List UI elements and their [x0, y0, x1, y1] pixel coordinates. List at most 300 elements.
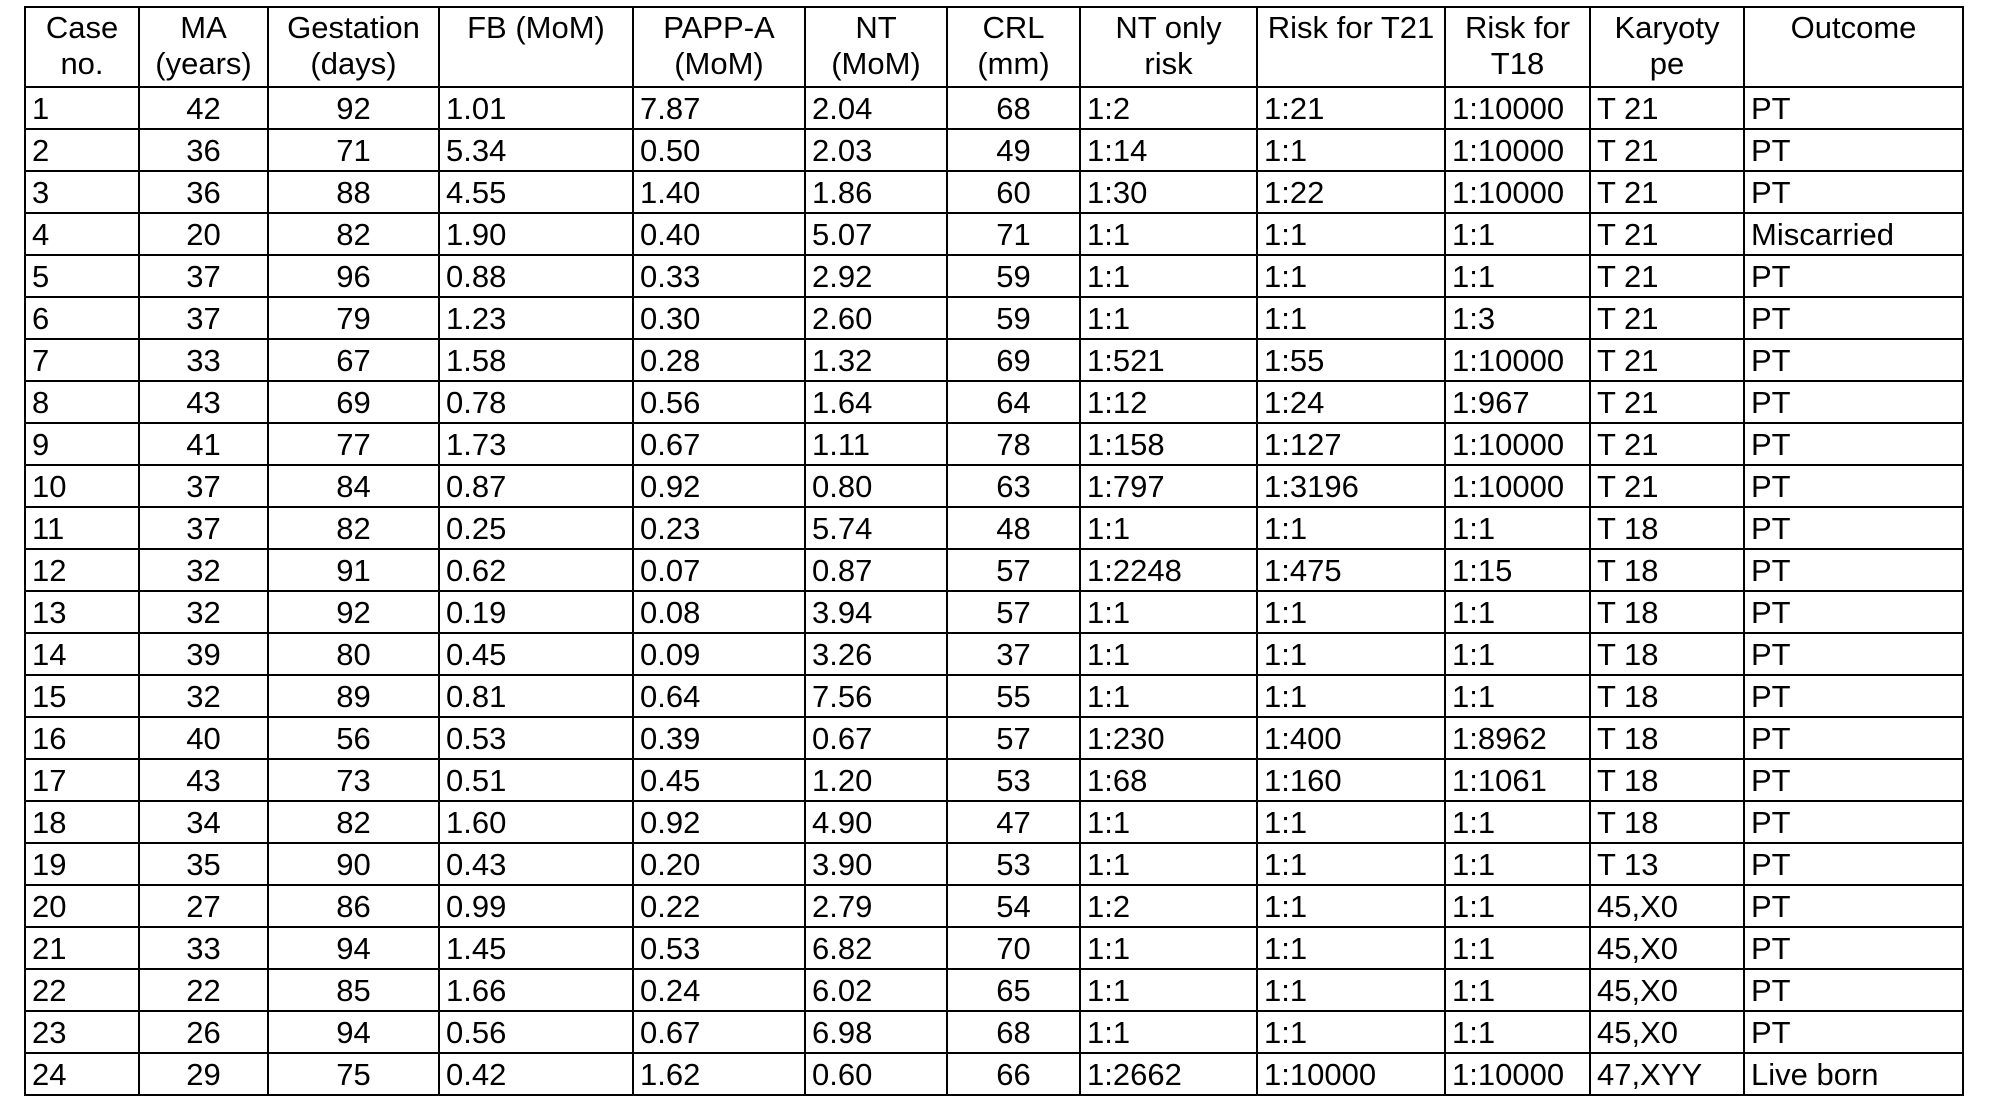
- cell-nt-only-risk: 1:2662: [1080, 1053, 1257, 1095]
- cell-ma: 32: [139, 675, 268, 717]
- cell-gestation: 88: [268, 171, 439, 213]
- cell-risk-t18: 1:10000: [1445, 87, 1590, 129]
- cell-outcome: PT: [1744, 423, 1963, 465]
- cell-karyotype: T 21: [1590, 423, 1744, 465]
- cell-risk-t18: 1:1: [1445, 507, 1590, 549]
- cell-nt: 1.20: [805, 759, 947, 801]
- table-row: [25, 423, 1963, 465]
- table-row: [25, 1053, 1963, 1095]
- cell-nt-only-risk: 1:1: [1080, 675, 1257, 717]
- header-papp-a: PAPP-A (MoM): [633, 7, 805, 87]
- cell-risk-t18: 1:10000: [1445, 171, 1590, 213]
- cell-gestation: 82: [268, 801, 439, 843]
- cell-nt: 2.03: [805, 129, 947, 171]
- cell-risk-t21: 1:400: [1257, 717, 1445, 759]
- header-nt: NT (MoM): [805, 7, 947, 87]
- cell-risk-t21: 1:1: [1257, 591, 1445, 633]
- cell-nt: 6.98: [805, 1011, 947, 1053]
- cell-outcome: PT: [1744, 843, 1963, 885]
- screening-results-table: [24, 6, 1964, 1096]
- cell-risk-t21: 1:24: [1257, 381, 1445, 423]
- cell-case-no: 24: [25, 1053, 139, 1095]
- cell-risk-t21: 1:10000: [1257, 1053, 1445, 1095]
- cell-crl: 68: [947, 1011, 1080, 1053]
- cell-karyotype: T 21: [1590, 255, 1744, 297]
- cell-case-no: 3: [25, 171, 139, 213]
- cell-case-no: 5: [25, 255, 139, 297]
- cell-nt: 3.94: [805, 591, 947, 633]
- cell-ma: 37: [139, 465, 268, 507]
- cell-risk-t21: 1:3196: [1257, 465, 1445, 507]
- cell-crl: 53: [947, 843, 1080, 885]
- cell-risk-t18: 1:967: [1445, 381, 1590, 423]
- cell-risk-t21: 1:475: [1257, 549, 1445, 591]
- cell-risk-t21: 1:1: [1257, 255, 1445, 297]
- cell-nt-only-risk: 1:12: [1080, 381, 1257, 423]
- cell-fb: 0.53: [439, 717, 633, 759]
- header-nt-only-risk: NT only risk: [1080, 7, 1257, 87]
- cell-gestation: 73: [268, 759, 439, 801]
- cell-nt: 5.74: [805, 507, 947, 549]
- cell-fb: 0.43: [439, 843, 633, 885]
- cell-outcome: PT: [1744, 297, 1963, 339]
- cell-case-no: 9: [25, 423, 139, 465]
- cell-nt-only-risk: 1:230: [1080, 717, 1257, 759]
- cell-crl: 57: [947, 717, 1080, 759]
- header-risk-t18: Risk for T18: [1445, 7, 1590, 87]
- table-row: [25, 1011, 1963, 1053]
- cell-papp-a: 0.33: [633, 255, 805, 297]
- cell-nt: 0.60: [805, 1053, 947, 1095]
- cell-nt-only-risk: 1:1: [1080, 927, 1257, 969]
- cell-ma: 26: [139, 1011, 268, 1053]
- cell-crl: 70: [947, 927, 1080, 969]
- cell-nt: 0.87: [805, 549, 947, 591]
- header-risk-t21: Risk for T21: [1257, 7, 1445, 87]
- cell-gestation: 94: [268, 1011, 439, 1053]
- cell-fb: 1.73: [439, 423, 633, 465]
- cell-karyotype: T 18: [1590, 591, 1744, 633]
- cell-risk-t18: 1:10000: [1445, 339, 1590, 381]
- cell-karyotype: 45,X0: [1590, 1011, 1744, 1053]
- table-row: [25, 591, 1963, 633]
- cell-karyotype: T 13: [1590, 843, 1744, 885]
- cell-outcome: PT: [1744, 591, 1963, 633]
- header-ma: MA (years): [139, 7, 268, 87]
- cell-fb: 0.87: [439, 465, 633, 507]
- cell-risk-t18: 1:10000: [1445, 129, 1590, 171]
- table-row: [25, 927, 1963, 969]
- cell-outcome: PT: [1744, 255, 1963, 297]
- cell-case-no: 14: [25, 633, 139, 675]
- cell-case-no: 10: [25, 465, 139, 507]
- cell-karyotype: T 21: [1590, 339, 1744, 381]
- cell-papp-a: 0.08: [633, 591, 805, 633]
- cell-fb: 1.90: [439, 213, 633, 255]
- cell-crl: 37: [947, 633, 1080, 675]
- cell-fb: 0.25: [439, 507, 633, 549]
- cell-karyotype: T 21: [1590, 381, 1744, 423]
- cell-outcome: PT: [1744, 381, 1963, 423]
- cell-nt: 1.86: [805, 171, 947, 213]
- cell-nt: 6.02: [805, 969, 947, 1011]
- cell-nt-only-risk: 1:521: [1080, 339, 1257, 381]
- cell-nt-only-risk: 1:14: [1080, 129, 1257, 171]
- cell-risk-t21: 1:1: [1257, 843, 1445, 885]
- cell-fb: 0.51: [439, 759, 633, 801]
- cell-nt: 0.80: [805, 465, 947, 507]
- cell-outcome: PT: [1744, 129, 1963, 171]
- cell-fb: 0.62: [439, 549, 633, 591]
- cell-papp-a: 0.24: [633, 969, 805, 1011]
- cell-risk-t18: 1:1: [1445, 591, 1590, 633]
- table-row: [25, 549, 1963, 591]
- cell-papp-a: 1.62: [633, 1053, 805, 1095]
- cell-ma: 27: [139, 885, 268, 927]
- table-row: [25, 297, 1963, 339]
- cell-fb: 4.55: [439, 171, 633, 213]
- cell-crl: 78: [947, 423, 1080, 465]
- cell-risk-t21: 1:1: [1257, 633, 1445, 675]
- header-karyotype: Karyoty pe: [1590, 7, 1744, 87]
- cell-ma: 41: [139, 423, 268, 465]
- cell-case-no: 7: [25, 339, 139, 381]
- cell-risk-t21: 1:1: [1257, 507, 1445, 549]
- cell-nt-only-risk: 1:1: [1080, 255, 1257, 297]
- cell-karyotype: 45,X0: [1590, 969, 1744, 1011]
- cell-karyotype: T 18: [1590, 549, 1744, 591]
- cell-crl: 68: [947, 87, 1080, 129]
- table-row: [25, 339, 1963, 381]
- cell-papp-a: 0.92: [633, 465, 805, 507]
- cell-karyotype: T 21: [1590, 129, 1744, 171]
- cell-fb: 5.34: [439, 129, 633, 171]
- cell-nt: 3.26: [805, 633, 947, 675]
- cell-gestation: 80: [268, 633, 439, 675]
- cell-gestation: 75: [268, 1053, 439, 1095]
- cell-outcome: PT: [1744, 1011, 1963, 1053]
- cell-karyotype: T 21: [1590, 171, 1744, 213]
- cell-crl: 63: [947, 465, 1080, 507]
- cell-outcome: PT: [1744, 927, 1963, 969]
- cell-nt: 2.79: [805, 885, 947, 927]
- cell-risk-t21: 1:1: [1257, 927, 1445, 969]
- header-row: [25, 7, 1963, 87]
- cell-nt-only-risk: 1:1: [1080, 843, 1257, 885]
- cell-papp-a: 0.40: [633, 213, 805, 255]
- cell-ma: 36: [139, 129, 268, 171]
- cell-gestation: 67: [268, 339, 439, 381]
- cell-case-no: 17: [25, 759, 139, 801]
- header-fb: FB (MoM): [439, 7, 633, 87]
- cell-risk-t18: 1:1: [1445, 843, 1590, 885]
- cell-nt-only-risk: 1:1: [1080, 1011, 1257, 1053]
- cell-case-no: 18: [25, 801, 139, 843]
- cell-fb: 0.88: [439, 255, 633, 297]
- cell-case-no: 1: [25, 87, 139, 129]
- cell-ma: 37: [139, 297, 268, 339]
- cell-ma: 32: [139, 549, 268, 591]
- cell-ma: 35: [139, 843, 268, 885]
- cell-fb: 0.56: [439, 1011, 633, 1053]
- cell-nt-only-risk: 1:1: [1080, 213, 1257, 255]
- cell-karyotype: T 18: [1590, 633, 1744, 675]
- cell-papp-a: 0.07: [633, 549, 805, 591]
- cell-case-no: 19: [25, 843, 139, 885]
- cell-nt-only-risk: 1:1: [1080, 633, 1257, 675]
- cell-outcome: PT: [1744, 171, 1963, 213]
- cell-case-no: 13: [25, 591, 139, 633]
- cell-fb: 1.66: [439, 969, 633, 1011]
- cell-gestation: 85: [268, 969, 439, 1011]
- cell-gestation: 90: [268, 843, 439, 885]
- cell-outcome: PT: [1744, 885, 1963, 927]
- cell-karyotype: 47,XYY: [1590, 1053, 1744, 1095]
- header-case-no: Case no.: [25, 7, 139, 87]
- cell-risk-t21: 1:1: [1257, 129, 1445, 171]
- cell-papp-a: 0.67: [633, 423, 805, 465]
- cell-risk-t18: 1:10000: [1445, 465, 1590, 507]
- cell-nt-only-risk: 1:2248: [1080, 549, 1257, 591]
- table-row: [25, 213, 1963, 255]
- table-row: [25, 759, 1963, 801]
- cell-nt-only-risk: 1:30: [1080, 171, 1257, 213]
- cell-ma: 36: [139, 171, 268, 213]
- cell-risk-t21: 1:22: [1257, 171, 1445, 213]
- cell-case-no: 12: [25, 549, 139, 591]
- cell-ma: 37: [139, 255, 268, 297]
- cell-risk-t18: 1:1: [1445, 633, 1590, 675]
- cell-risk-t18: 1:8962: [1445, 717, 1590, 759]
- cell-crl: 53: [947, 759, 1080, 801]
- cell-crl: 55: [947, 675, 1080, 717]
- table-row: [25, 717, 1963, 759]
- cell-risk-t18: 1:10000: [1445, 1053, 1590, 1095]
- cell-risk-t21: 1:1: [1257, 969, 1445, 1011]
- cell-case-no: 20: [25, 885, 139, 927]
- cell-risk-t18: 1:10000: [1445, 423, 1590, 465]
- cell-case-no: 16: [25, 717, 139, 759]
- cell-outcome: PT: [1744, 759, 1963, 801]
- cell-gestation: 86: [268, 885, 439, 927]
- cell-nt: 0.67: [805, 717, 947, 759]
- cell-papp-a: 0.23: [633, 507, 805, 549]
- table-row: [25, 381, 1963, 423]
- cell-nt-only-risk: 1:2: [1080, 885, 1257, 927]
- cell-papp-a: 0.09: [633, 633, 805, 675]
- cell-papp-a: 0.30: [633, 297, 805, 339]
- cell-papp-a: 7.87: [633, 87, 805, 129]
- cell-outcome: PT: [1744, 969, 1963, 1011]
- cell-outcome: Miscarried: [1744, 213, 1963, 255]
- cell-papp-a: 0.50: [633, 129, 805, 171]
- table-row: [25, 465, 1963, 507]
- cell-papp-a: 0.22: [633, 885, 805, 927]
- cell-karyotype: T 18: [1590, 675, 1744, 717]
- table-row: [25, 171, 1963, 213]
- header-outcome: Outcome: [1744, 7, 1963, 87]
- cell-papp-a: 0.92: [633, 801, 805, 843]
- cell-ma: 37: [139, 507, 268, 549]
- cell-ma: 22: [139, 969, 268, 1011]
- table-header: [25, 7, 1963, 87]
- cell-nt-only-risk: 1:1: [1080, 507, 1257, 549]
- cell-outcome: PT: [1744, 339, 1963, 381]
- cell-gestation: 56: [268, 717, 439, 759]
- cell-papp-a: 0.39: [633, 717, 805, 759]
- cell-karyotype: T 21: [1590, 297, 1744, 339]
- cell-gestation: 92: [268, 591, 439, 633]
- cell-karyotype: T 21: [1590, 213, 1744, 255]
- cell-nt-only-risk: 1:1: [1080, 591, 1257, 633]
- cell-gestation: 92: [268, 87, 439, 129]
- cell-gestation: 79: [268, 297, 439, 339]
- cell-nt: 4.90: [805, 801, 947, 843]
- cell-crl: 57: [947, 549, 1080, 591]
- header-gestation: Gestation (days): [268, 7, 439, 87]
- cell-risk-t18: 1:1: [1445, 969, 1590, 1011]
- cell-ma: 43: [139, 759, 268, 801]
- table-row: [25, 885, 1963, 927]
- cell-risk-t21: 1:21: [1257, 87, 1445, 129]
- cell-nt: 3.90: [805, 843, 947, 885]
- cell-fb: 1.45: [439, 927, 633, 969]
- cell-fb: 1.58: [439, 339, 633, 381]
- cell-risk-t18: 1:1: [1445, 801, 1590, 843]
- cell-crl: 48: [947, 507, 1080, 549]
- cell-nt: 2.92: [805, 255, 947, 297]
- table-row: [25, 633, 1963, 675]
- cell-risk-t18: 1:1: [1445, 213, 1590, 255]
- cell-case-no: 23: [25, 1011, 139, 1053]
- cell-outcome: PT: [1744, 801, 1963, 843]
- cell-nt-only-risk: 1:1: [1080, 969, 1257, 1011]
- cell-nt: 7.56: [805, 675, 947, 717]
- cell-gestation: 91: [268, 549, 439, 591]
- cell-karyotype: T 21: [1590, 465, 1744, 507]
- cell-ma: 33: [139, 339, 268, 381]
- cell-risk-t21: 1:1: [1257, 885, 1445, 927]
- cell-crl: 60: [947, 171, 1080, 213]
- table-row: [25, 87, 1963, 129]
- cell-crl: 66: [947, 1053, 1080, 1095]
- cell-papp-a: 0.67: [633, 1011, 805, 1053]
- cell-ma: 40: [139, 717, 268, 759]
- cell-crl: 59: [947, 255, 1080, 297]
- cell-papp-a: 0.28: [633, 339, 805, 381]
- cell-ma: 33: [139, 927, 268, 969]
- cell-crl: 57: [947, 591, 1080, 633]
- cell-ma: 42: [139, 87, 268, 129]
- cell-outcome: PT: [1744, 87, 1963, 129]
- cell-case-no: 22: [25, 969, 139, 1011]
- cell-crl: 65: [947, 969, 1080, 1011]
- cell-case-no: 4: [25, 213, 139, 255]
- cell-fb: 1.23: [439, 297, 633, 339]
- cell-nt: 5.07: [805, 213, 947, 255]
- cell-nt: 1.11: [805, 423, 947, 465]
- cell-outcome: PT: [1744, 717, 1963, 759]
- cell-risk-t21: 1:1: [1257, 297, 1445, 339]
- cell-outcome: PT: [1744, 507, 1963, 549]
- cell-gestation: 71: [268, 129, 439, 171]
- table-row: [25, 507, 1963, 549]
- cell-crl: 47: [947, 801, 1080, 843]
- cell-papp-a: 0.56: [633, 381, 805, 423]
- cell-crl: 69: [947, 339, 1080, 381]
- cell-risk-t21: 1:1: [1257, 801, 1445, 843]
- cell-karyotype: T 18: [1590, 759, 1744, 801]
- cell-risk-t18: 1:1: [1445, 675, 1590, 717]
- cell-nt: 1.64: [805, 381, 947, 423]
- cell-fb: 1.60: [439, 801, 633, 843]
- table-row: [25, 969, 1963, 1011]
- cell-risk-t18: 1:1: [1445, 255, 1590, 297]
- cell-crl: 54: [947, 885, 1080, 927]
- cell-outcome: PT: [1744, 465, 1963, 507]
- cell-risk-t21: 1:127: [1257, 423, 1445, 465]
- cell-case-no: 6: [25, 297, 139, 339]
- cell-nt: 2.60: [805, 297, 947, 339]
- cell-papp-a: 1.40: [633, 171, 805, 213]
- table-row: [25, 129, 1963, 171]
- cell-risk-t21: 1:1: [1257, 1011, 1445, 1053]
- cell-risk-t18: 1:1: [1445, 1011, 1590, 1053]
- cell-risk-t21: 1:1: [1257, 675, 1445, 717]
- cell-case-no: 2: [25, 129, 139, 171]
- cell-gestation: 94: [268, 927, 439, 969]
- cell-nt-only-risk: 1:2: [1080, 87, 1257, 129]
- cell-gestation: 84: [268, 465, 439, 507]
- cell-ma: 20: [139, 213, 268, 255]
- cell-risk-t18: 1:1: [1445, 885, 1590, 927]
- cell-karyotype: T 18: [1590, 717, 1744, 759]
- cell-risk-t18: 1:1061: [1445, 759, 1590, 801]
- cell-fb: 0.78: [439, 381, 633, 423]
- table-body: [25, 87, 1963, 1095]
- cell-gestation: 82: [268, 213, 439, 255]
- table-row: [25, 801, 1963, 843]
- cell-ma: 32: [139, 591, 268, 633]
- cell-case-no: 8: [25, 381, 139, 423]
- cell-papp-a: 0.20: [633, 843, 805, 885]
- cell-ma: 39: [139, 633, 268, 675]
- cell-outcome: PT: [1744, 549, 1963, 591]
- cell-risk-t21: 1:55: [1257, 339, 1445, 381]
- cell-risk-t18: 1:15: [1445, 549, 1590, 591]
- cell-fb: 1.01: [439, 87, 633, 129]
- cell-papp-a: 0.45: [633, 759, 805, 801]
- cell-gestation: 82: [268, 507, 439, 549]
- cell-case-no: 11: [25, 507, 139, 549]
- cell-karyotype: T 18: [1590, 507, 1744, 549]
- cell-outcome: PT: [1744, 633, 1963, 675]
- cell-gestation: 77: [268, 423, 439, 465]
- cell-crl: 64: [947, 381, 1080, 423]
- cell-crl: 59: [947, 297, 1080, 339]
- cell-gestation: 69: [268, 381, 439, 423]
- cell-fb: 0.19: [439, 591, 633, 633]
- cell-risk-t21: 1:1: [1257, 213, 1445, 255]
- header-crl: CRL (mm): [947, 7, 1080, 87]
- cell-risk-t21: 1:160: [1257, 759, 1445, 801]
- cell-nt: 2.04: [805, 87, 947, 129]
- cell-outcome: PT: [1744, 675, 1963, 717]
- cell-outcome: Live born: [1744, 1053, 1963, 1095]
- cell-fb: 0.45: [439, 633, 633, 675]
- cell-nt-only-risk: 1:797: [1080, 465, 1257, 507]
- cell-nt-only-risk: 1:68: [1080, 759, 1257, 801]
